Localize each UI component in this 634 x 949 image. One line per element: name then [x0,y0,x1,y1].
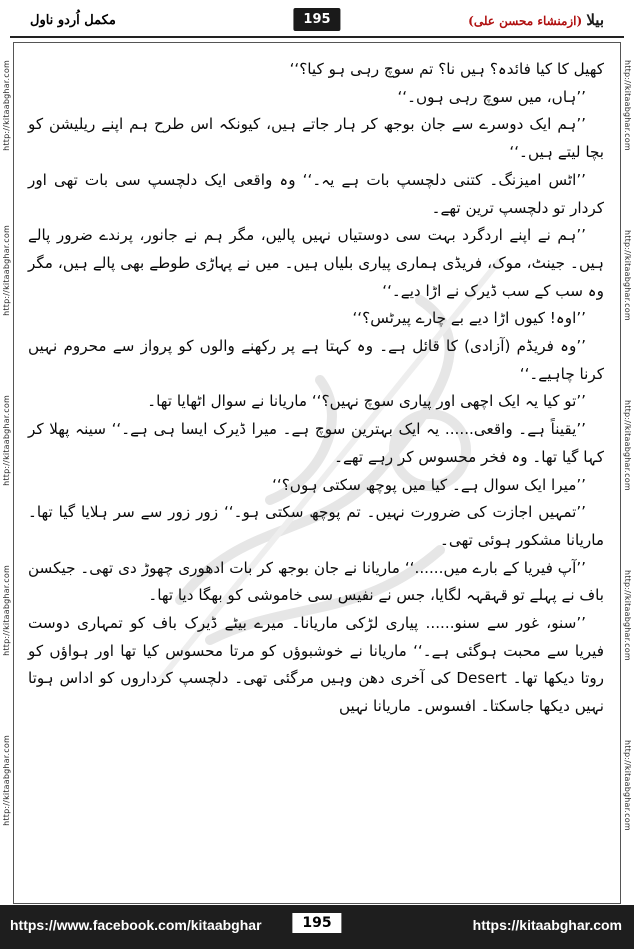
side-url-left-3: http://kitaabghar.com [2,395,11,486]
paragraph: ’’میرا ایک سوال ہے۔ کیا میں پوچھ سکتی ہوں؟‘‘ [272,475,586,494]
side-url-right-2: http://kitaabghar.com [623,230,632,321]
novel-body-text [28,56,604,891]
paragraph: ’’تو کیا یہ ایک اچھی اور پیاری سوچ نہیں؟‘‘ ماریانا نے سوال اٹھایا تھا۔ [147,392,586,411]
paragraph: ’’ہم ایک دوسرے سے جان بوجھ کر ہار جاتے ہیں، کیونکہ اس طرح ہم اپنے ریلیشن کو بچا لیتے ہیں۔‘‘ [28,115,604,162]
paragraph: ’’اوہ! کیوں اڑا دیے بے چارے پیرٹس؟‘‘ [352,309,586,328]
side-url-left-1: http://kitaabghar.com [2,60,11,151]
series-title: مکمل اُردو ناول [30,12,116,28]
page-number-badge: 195 [293,8,340,31]
header-divider [10,36,624,38]
footer-page-number: 195 [292,913,341,933]
side-url-right-3: http://kitaabghar.com [623,400,632,491]
paragraph: ’’ہاں، میں سوچ رہی ہوں۔‘‘ [397,87,586,106]
author-name: (ازمنشاء محسن علی) [468,14,583,28]
page-header [12,6,622,34]
paragraph: ’’سنو، غور سے سنو...... پیاری لڑکی ماریانا۔ میرے بیٹے ڈیرک باف کو تمہاری دوست فیریا سے محبت ہوگئی ہے۔‘‘ ماریانا نے خوشبوؤں کو مرتا محسوس کیا تھا اور ہواؤں کو روتا دیکھا تھا۔ Desert کی آخری دھن وہیں مرگئی تھی۔ دلچسپ کرداروں کو اداس ہوتا نہیں دیکھا جاسکتا۔ افسوس۔ ماریانا نہیں [28,614,604,716]
paragraph: ’’آپ فیریا کے بارے میں......‘‘ ماریانا نے جان بوجھ کر بات ادھوری چھوڑ دی تھی۔ جیکسن باف نے پہلے تو قہقہہ لگایا، جس نے نفیس سی خاموشی کو بھگا دیا تھا۔ [28,558,604,605]
paragraph: ’’اٹس امیزنگ۔ کتنی دلچسپ بات ہے یہ۔‘‘ وہ واقعی ایک دلچسپ سی بات تھی اور کردار تو دلچسپ ترین تھے۔ [28,170,604,217]
side-url-right-1: http://kitaabghar.com [623,60,632,151]
side-url-left-4: http://kitaabghar.com [2,565,11,656]
side-url-right-5: http://kitaabghar.com [623,740,632,831]
novel-title [468,11,622,29]
paragraph: ’’وہ فریڈم (آزادی) کا قائل ہے۔ وہ کہتا ہے پر رکھنے والوں کو پرواز سے محروم نہیں کرنا چاہیے۔‘‘ [28,337,604,383]
side-url-left-2: http://kitaabghar.com [2,225,11,316]
website-link[interactable]: https://kitaabghar.com [472,917,622,933]
novel-name: بیلا [586,11,604,29]
paragraph: ’’ہم نے اپنے اردگرد بہت سی دوستیاں نہیں پالیں، مگر ہم نے جانور، پرندے ضرور پالے ہیں۔ جینٹ، موک، فریڈی ہماری پیاری بلیاں ہیں۔ میں نے پہاڑی طوطے بھی پالے ہیں، مگر وہ سب کے سب ڈیرک نے اڑا دیے۔‘‘ [28,226,604,300]
paragraph: کھیل کا کیا فائدہ؟ ہیں نا؟ تم سوچ رہی ہو کیا؟‘‘ [289,60,604,78]
page-footer [0,905,634,949]
side-url-right-4: http://kitaabghar.com [623,570,632,661]
paragraph: ’’یقیناً ہے۔ واقعی...... یہ ایک بہترین سوچ ہے۔ میرا ڈیرک ایسا ہی ہے۔‘‘ سینہ پھلا کر کہا گیا تھا۔ وہ فخر محسوس کر رہے تھے۔ [28,420,604,466]
paragraph: ’’تمہیں اجازت کی ضرورت نہیں۔ تم پوچھ سکتی ہو۔‘‘ زور زور سے سر ہلایا گیا تھا۔ ماریانا مشکور ہوئی تھی۔ [28,503,604,549]
side-url-left-5: http://kitaabghar.com [2,735,11,826]
facebook-link[interactable]: https://www.facebook.com/kitaabghar [10,917,262,933]
